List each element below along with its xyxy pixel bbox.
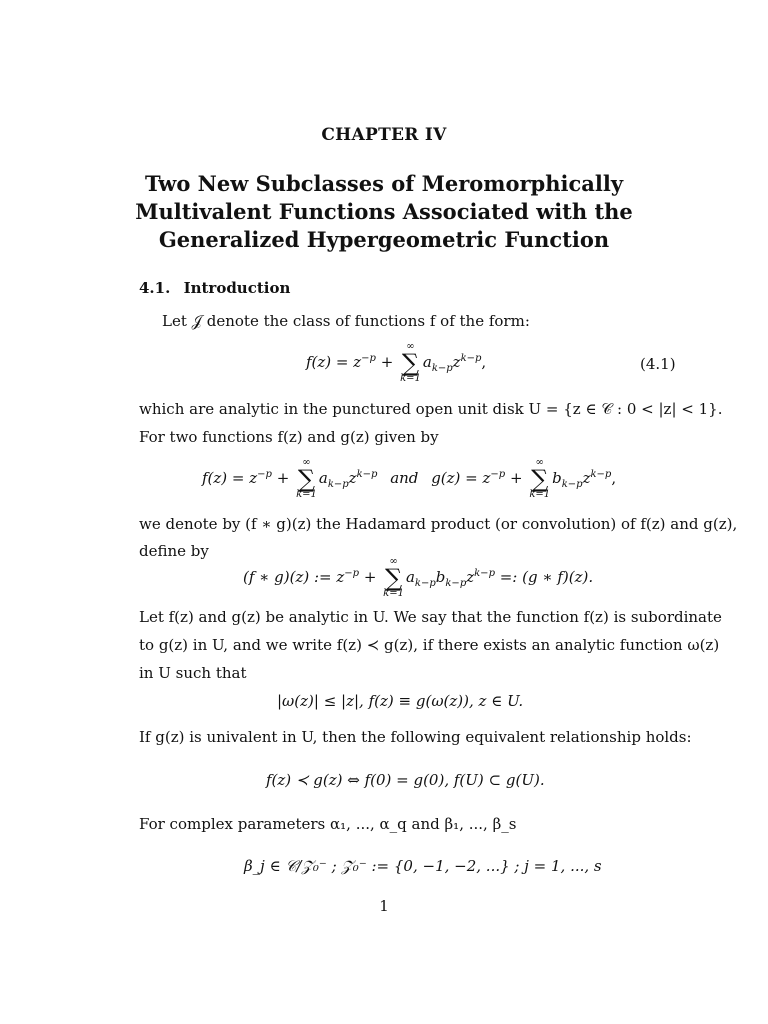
equation-4-1: $f(z) = z^{-p}$ + ∞ ∑ k=1 $a_{k-p}z^{k-p}$, <box>306 341 487 384</box>
summation-symbol: ∞ ∑ k=1 <box>400 341 421 384</box>
paragraph-10: For complex parameters α₁, ..., α_q and β₁, ..., β_s <box>139 815 517 833</box>
title-line-2: Multivalent Functions Associated with the <box>135 199 633 224</box>
paragraph-4: we denote by (f ∗ g)(z) the Hadamard product (or convolution) of f(z) and g(z), <box>139 515 738 533</box>
paragraph-1: Let 𝒥 denote the class of functions f of the form: <box>162 312 530 330</box>
equation-beta-condition: β_j ∈ 𝒞/𝒵₀⁻ ; 𝒵₀⁻ := {0, −1, −2, ...} ; j = 1, ..., s <box>244 857 602 875</box>
equation-number: (4.1) <box>640 355 676 373</box>
equation-hadamard: (f ∗ g)(z) := $z^{-p}$ + ∞ ∑ k=1 $a_{k-p}b_{k-p}z^{k-p}$ =: (g ∗ f)(z). <box>243 556 594 599</box>
paragraph-7: to g(z) in U, and we write f(z) ≺ g(z), if there exists an analytic function ω(z) <box>139 636 720 654</box>
paragraph-3: For two functions f(z) and g(z) given by <box>139 428 439 446</box>
title-line-1: Two New Subclasses of Meromorphically <box>144 171 624 196</box>
title-line-3: Generalized Hypergeometric Function <box>158 227 610 252</box>
summation-symbol: ∞ ∑ k=1 <box>383 556 404 599</box>
equation-f-and-g: $f(z) = z^{-p}$ + ∞ ∑ k=1 $a_{k-p}z^{k-p}$ and $g(z) = z^{-p}$ + ∞ ∑ k=1 $b_{k-p}z^{k-p}$, <box>202 457 617 500</box>
summation-symbol: ∞ ∑ k=1 <box>296 457 317 500</box>
section-number: 4.1. <box>139 279 171 297</box>
paragraph-8: in U such that <box>139 664 247 682</box>
paragraph-6: Let f(z) and g(z) be analytic in U. We say that the function f(z) is subordinate <box>139 608 722 626</box>
paragraph-9: If g(z) is univalent in U, then the following equivalent relationship holds: <box>139 728 692 746</box>
equation-equivalence: f(z) ≺ g(z) ⇔ f(0) = g(0), f(U) ⊂ g(U). <box>266 771 545 789</box>
page-number: 1 <box>379 897 389 915</box>
summation-symbol: ∞ ∑ k=1 <box>529 457 551 500</box>
chapter-title <box>0 170 768 254</box>
section-heading <box>139 279 290 297</box>
chapter-heading: CHAPTER IV <box>321 125 447 145</box>
section-title: Introduction <box>183 279 291 297</box>
paragraph-2: which are analytic in the punctured open unit disk U = {z ∈ 𝒞 : 0 < |z| < 1}. <box>139 400 723 418</box>
equation-subordination: |ω(z)| ≤ |z|, f(z) ≡ g(ω(z)), z ∈ U. <box>277 692 524 710</box>
paragraph-5: define by <box>139 542 209 560</box>
